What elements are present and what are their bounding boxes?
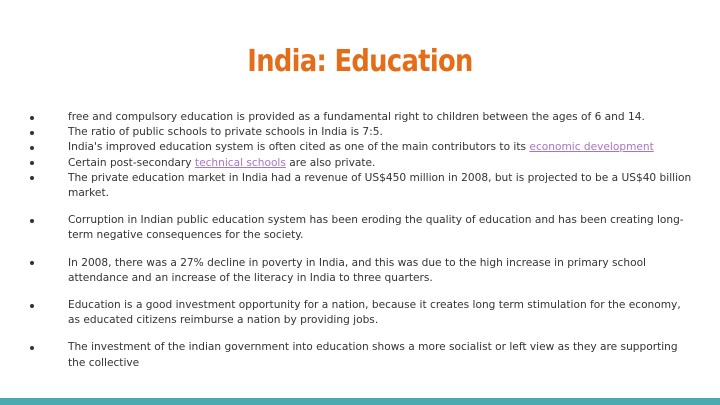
bullet-group-1 bbox=[28, 110, 693, 201]
bullet-text: India's improved education system is often cited as one of the main contributors to its bbox=[68, 141, 530, 154]
list-item bbox=[28, 340, 693, 370]
bullet-dot-icon bbox=[30, 304, 34, 308]
bullet-text: Certain post-secondary bbox=[68, 156, 195, 169]
bullet-text: In 2008, there was a 27% decline in poverty in India, and this was due to the high increase in primary school attendance and an increase of the literacy in India to three quarters. bbox=[68, 256, 647, 284]
bullet-dot-icon bbox=[30, 219, 34, 223]
bullet-dot-icon bbox=[30, 131, 34, 135]
bullet-text: The ratio of public schools to private schools in India is 7:5. bbox=[68, 126, 383, 139]
bottom-accent-bar bbox=[0, 398, 720, 405]
bullet-dot-icon bbox=[30, 161, 34, 165]
list-item bbox=[28, 156, 693, 171]
list-item bbox=[28, 125, 693, 140]
bullet-list bbox=[28, 110, 693, 371]
slide-title: India: Education bbox=[247, 44, 473, 79]
bullet-dot-icon bbox=[30, 116, 34, 120]
list-item bbox=[28, 213, 693, 243]
bullet-text: The investment of the indian government into education shows a more socialist or left view as they are supporting the collective bbox=[68, 341, 678, 369]
bullet-dot-icon bbox=[30, 176, 34, 180]
bullet-text: The private education market in India had a revenue of US$450 million in 2008, but is projected to be a US$40 billion market. bbox=[68, 171, 692, 200]
list-item bbox=[28, 256, 693, 286]
list-item bbox=[28, 110, 693, 125]
list-item bbox=[28, 171, 693, 201]
bullet-dot-icon bbox=[30, 261, 34, 265]
bullet-text: Corruption in Indian public education system has been eroding the quality of education and has been creating long-term negative consequences for the society. bbox=[68, 214, 684, 242]
bullet-dot-icon bbox=[30, 146, 34, 150]
bullet-dot-icon bbox=[30, 346, 34, 350]
list-item bbox=[28, 140, 693, 155]
bullet-text: free and compulsory education is provided as a fundamental right to children between the ages of 6 and 14. bbox=[68, 111, 645, 123]
list-item bbox=[28, 298, 693, 328]
bullet-text: Education is a good investment opportunity for a nation, because it creates long term stimulation for the economy, as educated citizens reimburse a nation by providing jobs. bbox=[68, 299, 681, 327]
economic-development-link[interactable]: economic development bbox=[529, 141, 654, 154]
technical-schools-link[interactable]: technical schools bbox=[194, 156, 286, 169]
bullet-text: are also private. bbox=[285, 156, 376, 169]
